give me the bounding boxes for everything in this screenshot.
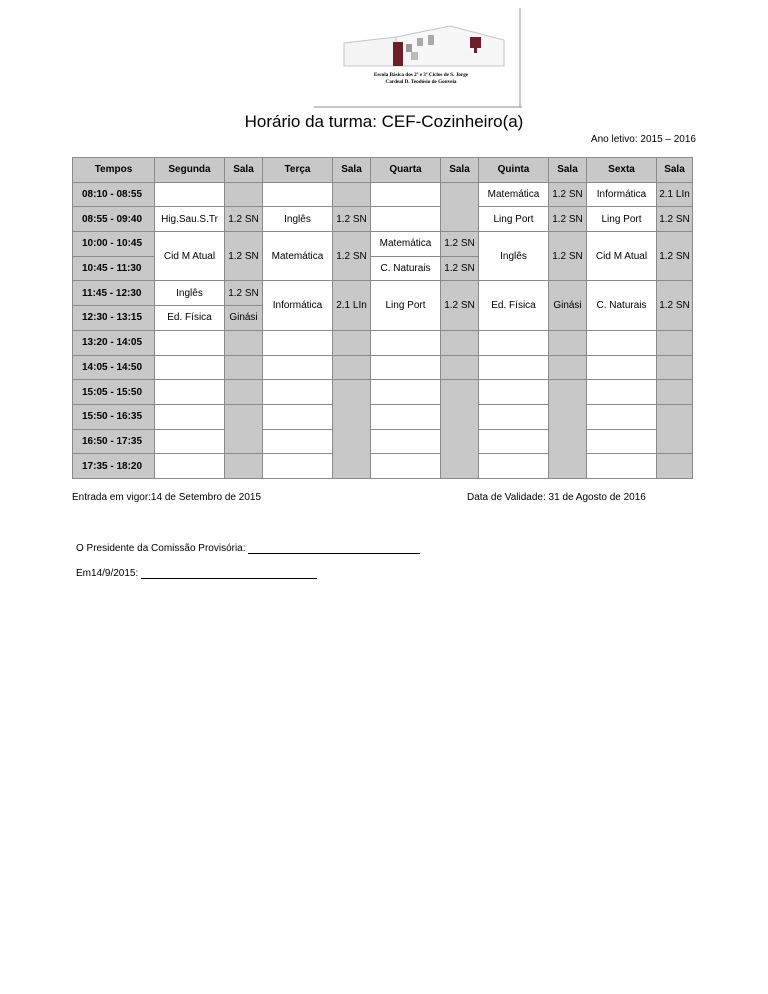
subject-cell: C. Naturais (587, 281, 657, 330)
subject-cell (587, 429, 657, 454)
header-cell: Sala (441, 158, 479, 183)
time-slot: 17:35 - 18:20 (73, 454, 155, 479)
room-cell: 1.2 SN (225, 232, 263, 281)
time-slot: 14:05 - 14:50 (73, 355, 155, 380)
subject-cell (371, 404, 441, 429)
room-cell: Ginási (549, 281, 587, 330)
table-row (73, 355, 693, 380)
subject-cell (371, 355, 441, 380)
subject-cell (587, 454, 657, 479)
room-cell (441, 355, 479, 380)
subject-cell: Ling Port (371, 281, 441, 330)
table-row (73, 429, 693, 454)
time-slot: 12:30 - 13:15 (73, 306, 155, 331)
school-year: Ano letivo: 2015 – 2016 (590, 134, 696, 145)
table-row (73, 281, 693, 306)
signature-line (141, 570, 317, 579)
subject-cell (263, 330, 333, 355)
subject-cell (371, 380, 441, 405)
room-cell: 1.2 SN (333, 207, 371, 232)
room-cell: 1.2 SN (549, 232, 587, 281)
room-cell: 1.2 SN (441, 281, 479, 330)
signature-line (248, 545, 420, 554)
subject-cell (587, 330, 657, 355)
svg-text:Cardeal D. Teodósio de Gouveia: Cardeal D. Teodósio de Gouveia (385, 79, 457, 85)
room-cell: 1.2 SN (441, 256, 479, 281)
entry-date: Entrada em vigor:14 de Setembro de 2015 (72, 492, 262, 503)
president-signature (76, 543, 420, 554)
header-cell: Quarta (371, 158, 441, 183)
subject-cell (263, 355, 333, 380)
header-cell: Sexta (587, 158, 657, 183)
table-row (73, 330, 693, 355)
header-cell: Sala (333, 158, 371, 183)
subject-cell (371, 207, 441, 232)
time-slot: 11:45 - 12:30 (73, 281, 155, 306)
room-cell: 1.2 SN (657, 207, 693, 232)
subject-cell (263, 454, 333, 479)
subject-cell: Cid M Atual (587, 232, 657, 281)
subject-cell: Matemática (479, 182, 549, 207)
table-row (73, 454, 693, 479)
table-row (73, 182, 693, 207)
room-cell (657, 330, 693, 355)
validity-date: Data de Validade: 31 de Agosto de 2016 (467, 492, 646, 503)
table-row (73, 232, 693, 257)
subject-cell (371, 429, 441, 454)
time-slot: 15:05 - 15:50 (73, 380, 155, 405)
subject-cell: Matemática (263, 232, 333, 281)
subject-cell (155, 404, 225, 429)
subject-cell: Inglês (479, 232, 549, 281)
time-slot: 13:20 - 14:05 (73, 330, 155, 355)
subject-cell (263, 404, 333, 429)
room-cell (549, 380, 587, 479)
header-cell: Terça (263, 158, 333, 183)
room-cell: 1.2 SN (441, 232, 479, 257)
subject-cell (155, 182, 225, 207)
subject-cell (155, 330, 225, 355)
room-cell (441, 182, 479, 231)
svg-text:Escola Básica dos 2º e 3º Cicl: Escola Básica dos 2º e 3º Ciclos de S. Jorge (373, 72, 469, 78)
subject-cell (371, 182, 441, 207)
room-cell (333, 380, 371, 479)
header-cell: Quinta (479, 158, 549, 183)
subject-cell (479, 330, 549, 355)
subject-cell: Inglês (263, 207, 333, 232)
subject-cell (155, 355, 225, 380)
page-title: Horário da turma: CEF-Cozinheiro(a) (244, 112, 524, 131)
subject-cell (479, 404, 549, 429)
room-cell (225, 330, 263, 355)
header-cell: Sala (657, 158, 693, 183)
subject-cell (587, 355, 657, 380)
date-label: Em14/9/2015: (76, 568, 139, 579)
subject-cell: Matemática (371, 232, 441, 257)
room-cell: 1.2 SN (549, 207, 587, 232)
time-slot: 10:45 - 11:30 (73, 256, 155, 281)
room-cell (225, 454, 263, 479)
subject-cell: Informática (263, 281, 333, 330)
room-cell (441, 330, 479, 355)
room-cell: 1.2 SN (225, 207, 263, 232)
header-cell: Sala (225, 158, 263, 183)
subject-cell (155, 380, 225, 405)
subject-cell (263, 429, 333, 454)
table-row (73, 380, 693, 405)
subject-cell: Ed. Física (155, 306, 225, 331)
subject-cell (587, 404, 657, 429)
header-cell: Sala (549, 158, 587, 183)
school-logo (314, 8, 522, 108)
subject-cell: Ling Port (587, 207, 657, 232)
room-cell (225, 404, 263, 453)
room-cell: 2.1 LIn (333, 281, 371, 330)
time-slot: 16:50 - 17:35 (73, 429, 155, 454)
subject-cell (263, 182, 333, 207)
header-cell: Segunda (155, 158, 225, 183)
subject-cell (371, 330, 441, 355)
subject-cell: Inglês (155, 281, 225, 306)
room-cell (225, 380, 263, 405)
subject-cell (479, 355, 549, 380)
subject-cell: Hig.Sau.S.Tr (155, 207, 225, 232)
subject-cell (371, 454, 441, 479)
room-cell (225, 355, 263, 380)
time-slot: 10:00 - 10:45 (73, 232, 155, 257)
room-cell: 1.2 SN (225, 281, 263, 306)
room-cell (657, 355, 693, 380)
subject-cell (263, 380, 333, 405)
subject-cell: Ed. Física (479, 281, 549, 330)
table-row (73, 404, 693, 429)
subject-cell: Informática (587, 182, 657, 207)
president-label: O Presidente da Comissão Provisória: (76, 543, 246, 554)
table-row (73, 207, 693, 232)
room-cell (441, 380, 479, 479)
room-cell (657, 380, 693, 405)
subject-cell: Cid M Atual (155, 232, 225, 281)
schedule-table (72, 157, 693, 479)
room-cell (333, 182, 371, 207)
time-slot: 08:55 - 09:40 (73, 207, 155, 232)
subject-cell (479, 380, 549, 405)
room-cell (333, 355, 371, 380)
subject-cell (479, 429, 549, 454)
room-cell: 2.1 LIn (657, 182, 693, 207)
date-signature (76, 568, 317, 579)
time-slot: 08:10 - 08:55 (73, 182, 155, 207)
header-row (73, 158, 693, 183)
time-slot: 15:50 - 16:35 (73, 404, 155, 429)
room-cell: Ginási (225, 306, 263, 331)
room-cell: 1.2 SN (549, 182, 587, 207)
subject-cell: Ling Port (479, 207, 549, 232)
room-cell (333, 330, 371, 355)
room-cell (657, 454, 693, 479)
room-cell: 1.2 SN (657, 232, 693, 281)
subject-cell (155, 454, 225, 479)
subject-cell: C. Naturais (371, 256, 441, 281)
header-cell: Tempos (73, 158, 155, 183)
room-cell: 1.2 SN (657, 281, 693, 330)
room-cell (657, 404, 693, 453)
room-cell (549, 330, 587, 355)
subject-cell (155, 429, 225, 454)
room-cell (549, 355, 587, 380)
room-cell: 1.2 SN (333, 232, 371, 281)
subject-cell (587, 380, 657, 405)
subject-cell (479, 454, 549, 479)
room-cell (225, 182, 263, 207)
